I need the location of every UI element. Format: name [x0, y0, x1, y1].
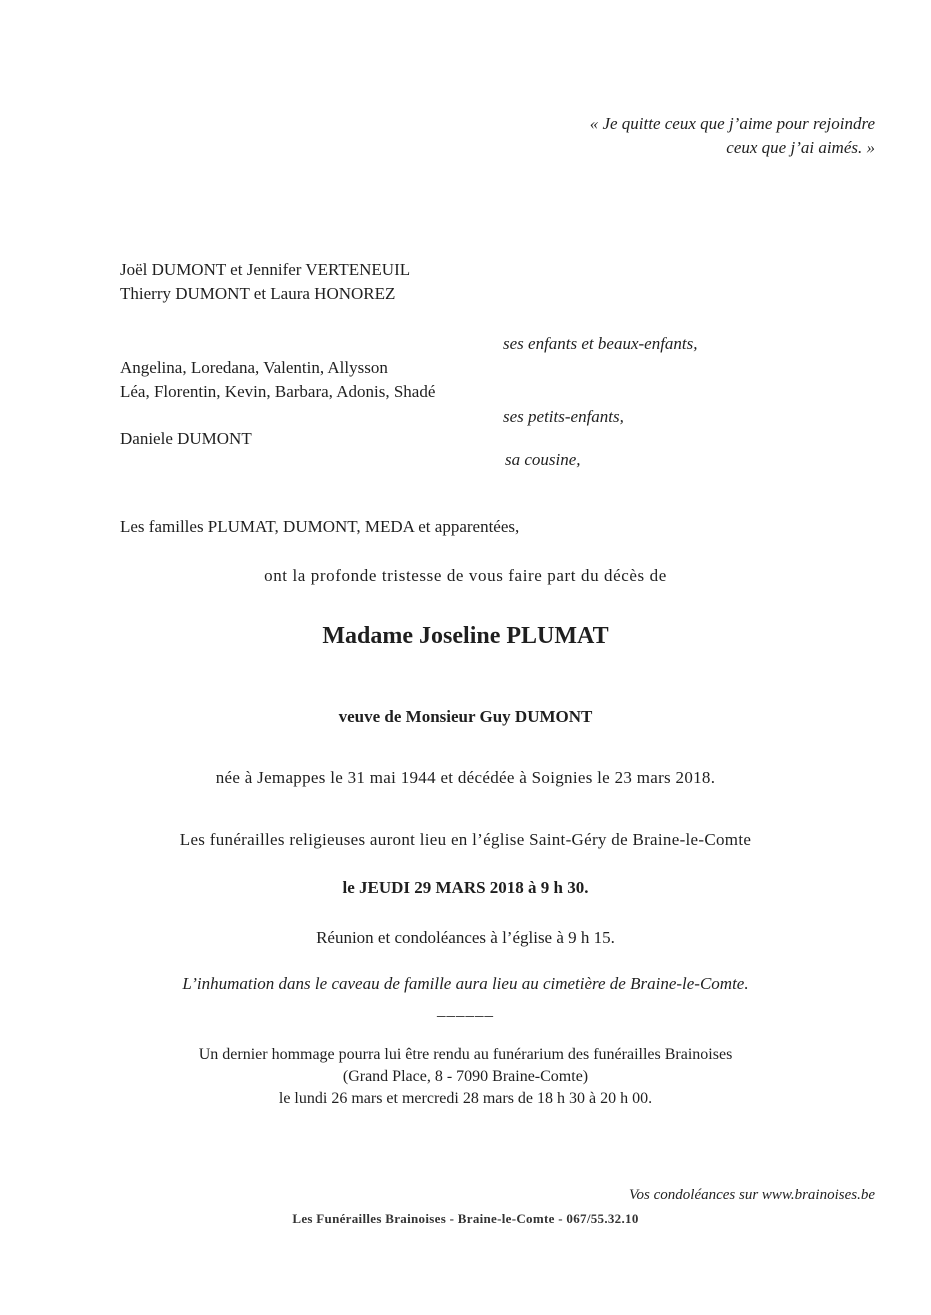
- condolences-website-link[interactable]: Vos condoléances sur www.brainoises.be: [629, 1187, 875, 1203]
- funeral-home-footer: Les Funérailles Brainoises - Braine-le-Comte - 067/55.32.10: [292, 1211, 639, 1226]
- tribute-line-2: (Grand Place, 8 - 7090 Braine-Comte): [342, 1068, 589, 1085]
- epitaph-quote-line-1: « Je quitte ceux que j’aime pour rejoindre: [589, 114, 875, 133]
- grandchildren-names: [120, 356, 435, 404]
- funeral-church-line: Les funérailles religieuses auront lieu en l’église Saint-Géry de Braine-le-Comte: [179, 830, 752, 849]
- children-names-line-2: Thierry DUMONT et Laura HONOREZ: [120, 284, 396, 303]
- funeral-date-line: le JEUDI 29 MARS 2018 à 9 h 30.: [342, 878, 589, 897]
- cousin-name: Daniele DUMONT: [120, 429, 252, 448]
- birth-death-line: née à Jemappes le 31 mai 1944 et décédée à Soignies le 23 mars 2018.: [215, 768, 716, 787]
- families-line: Les familles PLUMAT, DUMONT, MEDA et apparentées,: [120, 517, 520, 536]
- children-relation-label: ses enfants et beaux-enfants,: [503, 334, 698, 353]
- grandchildren-relation-label: ses petits-enfants,: [503, 407, 624, 426]
- widow-of-line: veuve de Monsieur Guy DUMONT: [338, 707, 593, 726]
- grandchildren-names-line-2: Léa, Florentin, Kevin, Barbara, Adonis, Shadé: [120, 382, 436, 401]
- cousin-relation-label: sa cousine,: [505, 450, 581, 469]
- grandchildren-names-line-1: Angelina, Loredana, Valentin, Allysson: [120, 358, 388, 377]
- children-names-line-1: Joël DUMONT et Jennifer VERTENEUIL: [120, 260, 411, 279]
- epitaph-quote-line-2: ceux que j’ai aimés. »: [726, 138, 875, 157]
- gathering-condolences-line: Réunion et condoléances à l’église à 9 h 15.: [316, 928, 615, 947]
- children-names: [120, 258, 410, 306]
- burial-line: L’inhumation dans le caveau de famille aura lieu au cimetière de Braine-le-Comte.: [182, 974, 749, 993]
- section-divider: ______: [437, 1000, 494, 1019]
- tribute-line-3: le lundi 26 mars et mercredi 28 mars de 18 h 30 à 20 h 00.: [278, 1090, 653, 1107]
- tribute-block: [0, 1044, 931, 1110]
- deceased-name-title: Madame Joseline PLUMAT: [322, 623, 609, 649]
- epitaph-quote: [590, 112, 875, 160]
- tribute-line-1: Un dernier hommage pourra lui être rendu au funérarium des funérailles Brainoises: [198, 1046, 733, 1063]
- announcement-intro: ont la profonde tristesse de vous faire part du décès de: [264, 566, 667, 585]
